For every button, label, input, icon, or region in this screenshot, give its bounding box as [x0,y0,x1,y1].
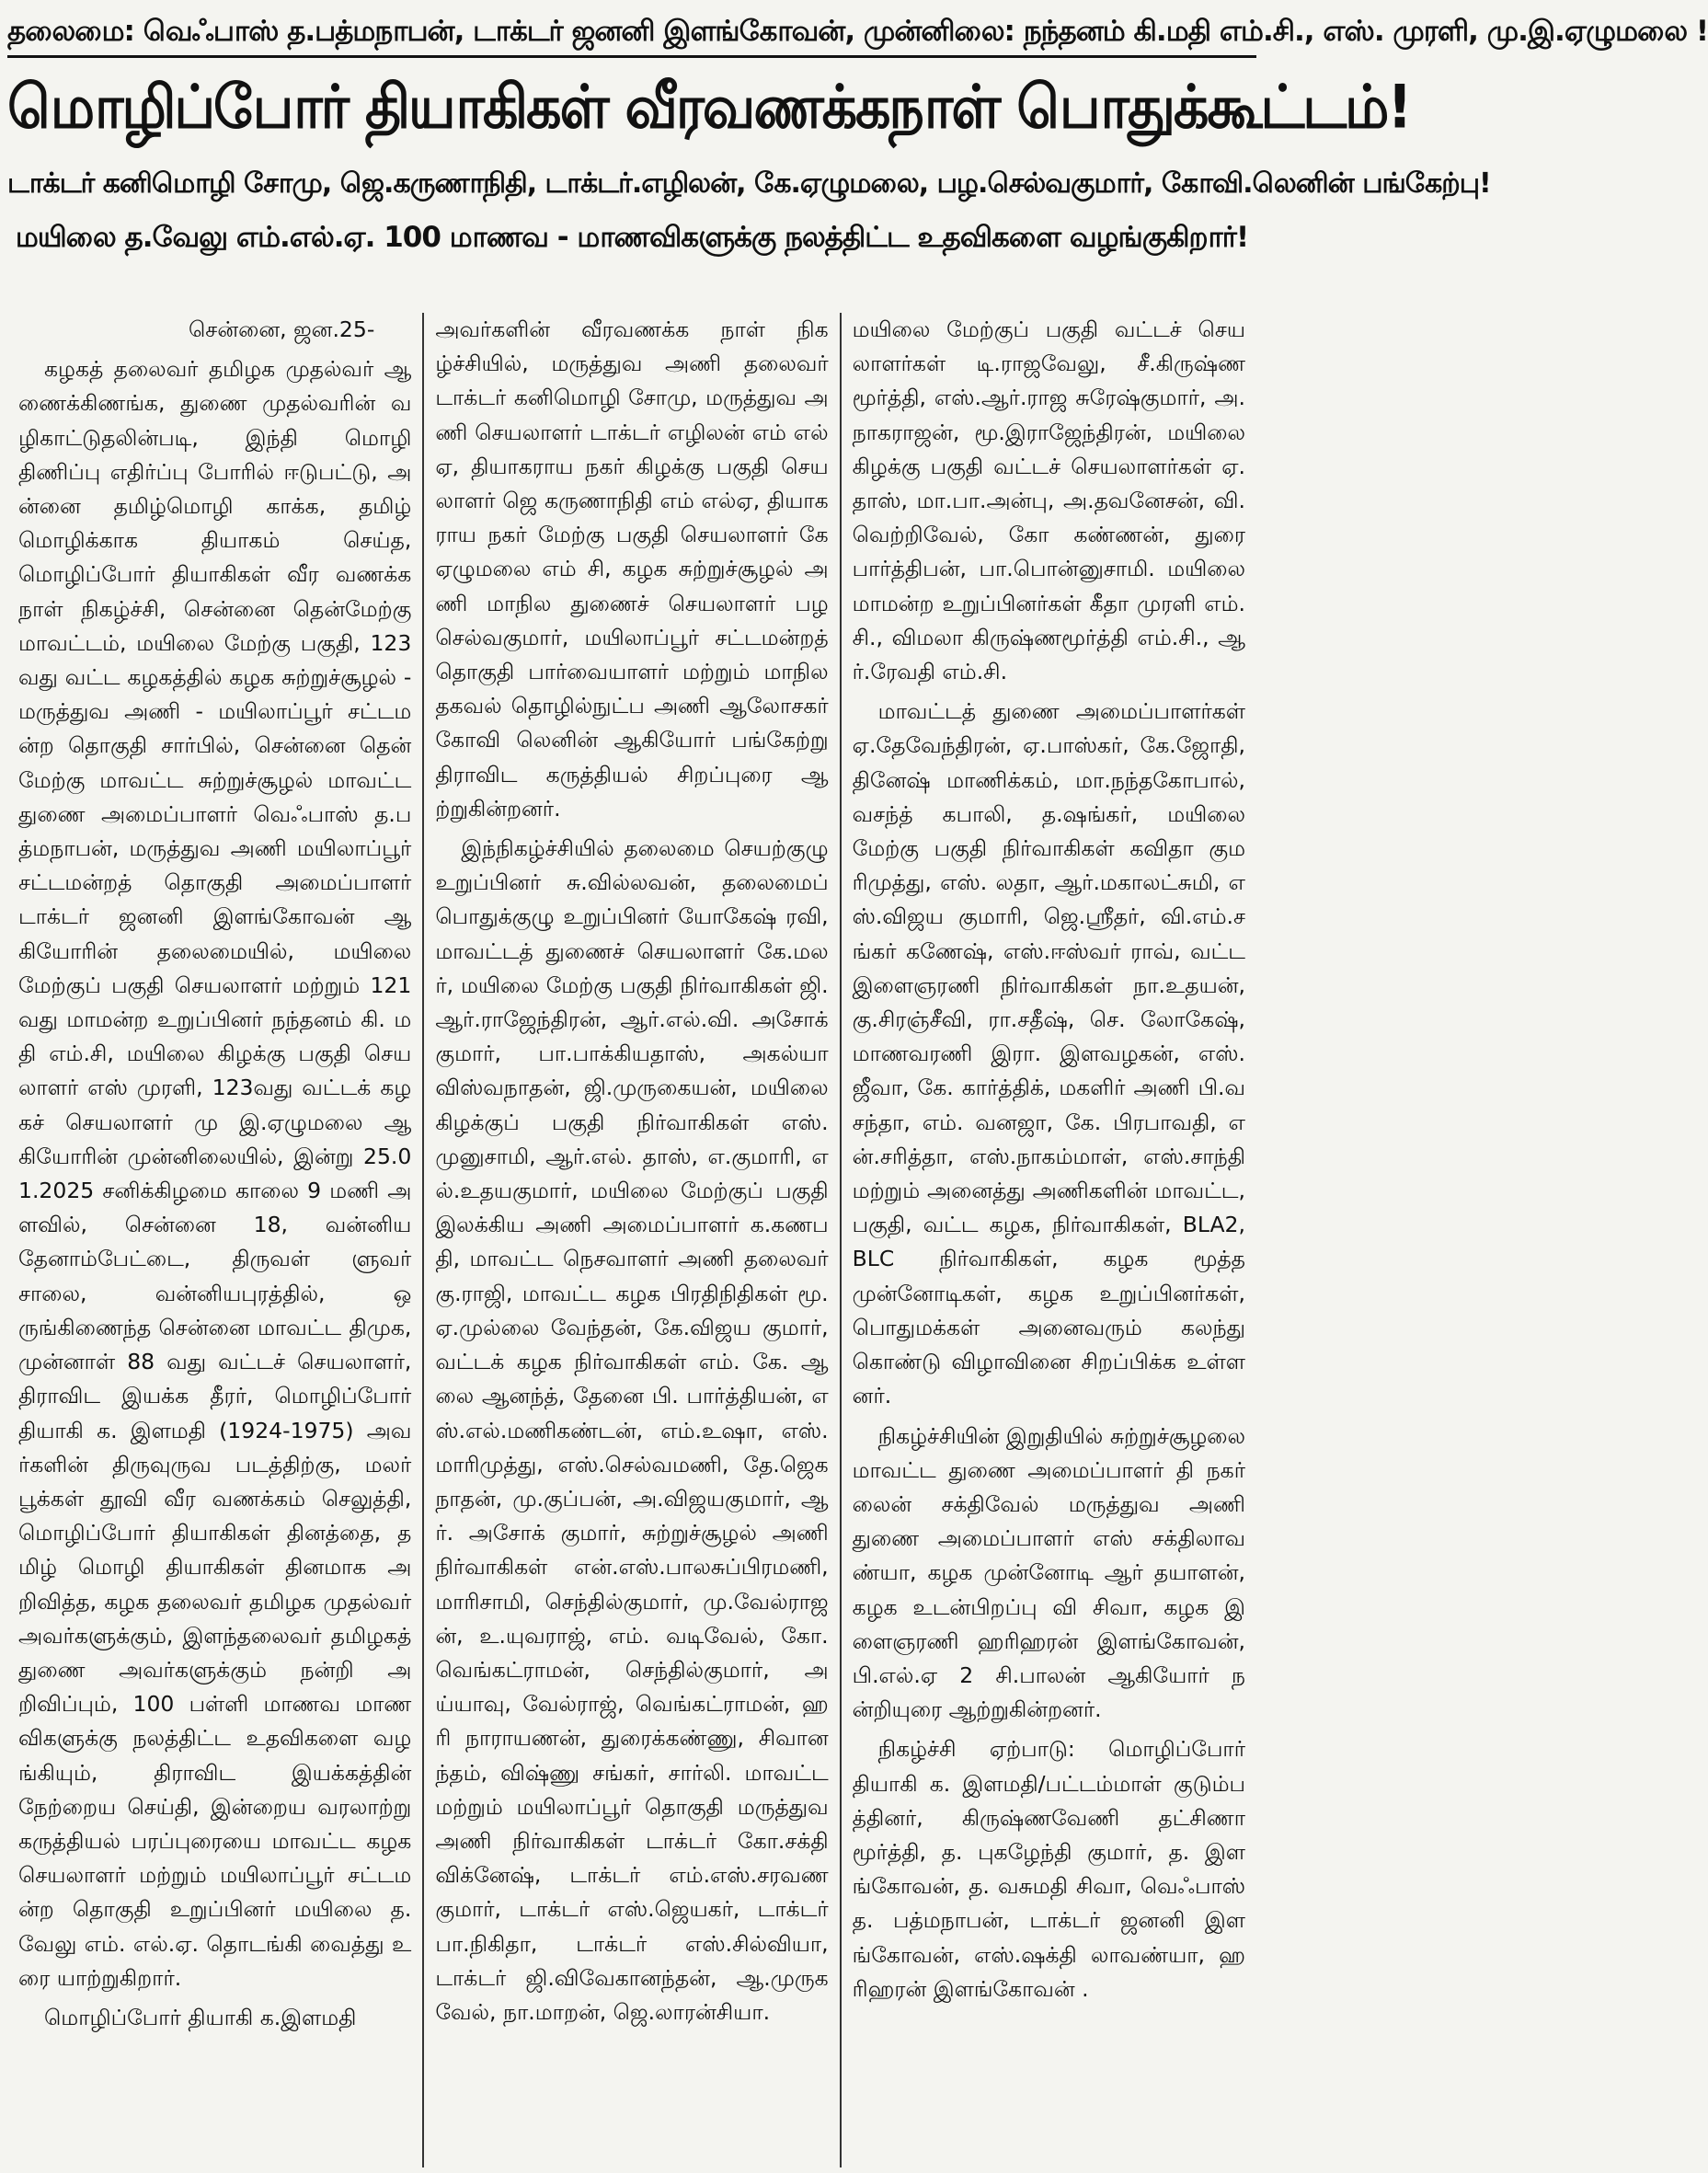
subheadline-1: டாக்டர் கனிமொழி சோமு, ஜெ.கருணாநிதி, டாக்டர்.எழிலன், கே.ஏழுமலை, பழ.செல்வகுமார், கோவி.லெனின் பங்கேற்பு! [7,167,1491,200]
paragraph: இந்நிகழ்ச்சியில் தலைமை செயற்குழு உறுப்பினர் சு.வில்லவன், தலைமைப் பொதுக்குழு உறுப்பினர் யோகேஷ் ரவி, மாவட்டத் துணைச் செயலாளர் கே.மலர், மயிலை மேற்கு பகுதி நிர்வாகிகள் ஜி.ஆர்.ராஜேந்திரன், ஆர்.எல்.வி. அசோக் குமார், பா.பாக்கியதாஸ், அகல்யா விஸ்வநாதன், ஜி.முருகையன், மயிலை கிழக்குப் பகுதி நிர்வாகிகள் எஸ்.முனுசாமி, ஆர்.எல். தாஸ், எ.குமாரி, எல்.உதயகுமார், மயிலை மேற்குப் பகுதி இலக்கிய அணி அமைப்பாளர் க.கணபதி, மாவட்ட நெசவாளர் அணி தலைவர் கு.ராஜி, மாவட்ட கழக பிரதிநிதிகள் மூ.ஏ.முல்லை வேந்தன், கே.விஜய குமார், வட்டக் கழக நிர்வாகிகள் எம். கே. ஆலை ஆனந்த், தேனை பி. பார்த்தியன், எஸ்.எல்.மணிகண்டன், எம்.உஷா, எஸ்.மாரிமுத்து, எஸ்.செல்வமணி, தே.ஜெகநாதன், மு.குப்பன், அ.விஜயகுமார், ஆர். அசோக் குமார், சுற்றுச்சூழல் அணி நிர்வாகிகள் என்.எஸ்.பாலசுப்பிரமணி, மாரிசாமி, செந்தில்குமார், மு.வேல்ராஜன், உ.யுவராஜ், எம். வடிவேல், கோ.வெங்கட்ராமன், செந்தில்குமார், அய்யாவு, வேல்ராஜ், வெங்கட்ராமன், ஹரி நாராயணன், துரைக்கண்ணு, சிவானந்தம், விஷ்ணு சங்கர், சார்லி. மாவட்ட மற்றும் மயிலாப்பூர் தொகுதி மருத்துவ அணி நிர்வாகிகள் டாக்டர் கோ.சக்தி விக்னேஷ், டாக்டர் எம்.எஸ்.சரவண குமார், டாக்டர் எஸ்.ஜெயகர், டாக்டர் பா.நிகிதா, டாக்டர் எஸ்.சில்வியா, டாக்டர் ஜி.விவேகானந்தன், ஆ.முருகவேல், நா.மாறன், ஜெ.லாரன்சியா. [435,835,829,2025]
paragraph: மொழிப்போர் தியாகி க.இளமதி [44,2004,357,2030]
dateline: சென்னை, ஜன.25- [189,316,375,342]
article-column-1 [7,313,422,2167]
paragraph: அவர்களின் வீரவணக்க நாள் நிகழ்ச்சியில், மருத்துவ அணி தலைவர் டாக்டர் கனிமொழி சோமு, மருத்துவ அணி செயலாளர் டாக்டர் எழிலன் எம் எல் ஏ, தியாகராய நகர் கிழக்கு பகுதி செயலாளர் ஜெ கருணாநிதி எம் எல்ஏ, தியாகராய நகர் மேற்கு பகுதி செயலாளர் கே ஏழுமலை எம் சி, கழக சுற்றுச்சூழல் அணி மாநில துணைச் செயலாளர் பழ செல்வகுமார், மயிலாப்பூர் சட்டமன்றத் தொகுதி பார்வையாளர் மற்றும் மாநில தகவல் தொழில்நுட்ப அணி ஆலோசகர் கோவி லெனின் ஆகியோர் பங்கேற்று திராவிட கருத்தியல் சிறப்புரை ஆற்றுகின்றனர். [435,316,829,822]
paragraph: கழகத் தலைவர் தமிழக முதல்வர் ஆணைக்கிணங்க, துணை முதல்வரின் வழிகாட்டுதலின்படி, இந்தி மொழி திணிப்பு எதிர்ப்பு போரில் ஈடுபட்டு, அன்னை தமிழ்மொழி காக்க, தமிழ் மொழிக்காக தியாகம் செய்த, மொழிப்போர் தியாகிகள் வீர வணக்க நாள் நிகழ்ச்சி, சென்னை தென்மேற்கு மாவட்டம், மயிலை மேற்கு பகுதி, 123வது வட்ட கழகத்தில் கழக சுற்றுச்சூழல் - மருத்துவ அணி - மயிலாப்பூர் சட்டமன்ற தொகுதி சார்பில், சென்னை தென் மேற்கு மாவட்ட சுற்றுச்சூழல் மாவட்ட துணை அமைப்பாளர் வெஃபாஸ் த.பத்மநாபன், மருத்துவ அணி மயிலாப்பூர் சட்டமன்றத் தொகுதி அமைப்பாளர் டாக்டர் ஜனனி இளங்கோவன் ஆகியோரின் தலைமையில், மயிலை மேற்குப் பகுதி செயலாளர் மற்றும் 121 வது மாமன்ற உறுப்பினர் நந்தனம் கி. மதி எம்.சி, மயிலை கிழக்கு பகுதி செயலாளர் எஸ் முரளி, 123வது வட்டக் கழகச் செயலாளர் மு இ.ஏழுமலை ஆகியோரின் முன்னிலையில், இன்று 25.01.2025 சனிக்கிழமை காலை 9 மணி அளவில், சென்னை 18, வன்னிய தேனாம்பேட்டை, திருவள் ளுவர் சாலை, வன்னியபுரத்தில், ஒருங்கிணைந்த சென்னை மாவட்ட திமுக, முன்னாள் 88 வது வட்டச் செயலாளர், திராவிட இயக்க தீரர், மொழிப்போர் தியாகி க. இளமதி (1924-1975) அவர்களின் திருவுருவ படத்திற்கு, மலர் பூக்கள் தூவி வீர வணக்கம் செலுத்தி, மொழிப்போர் தியாகிகள் தினத்தை, தமிழ் மொழி தியாகிகள் தினமாக அறிவித்த, கழக தலைவர் தமிழக முதல்வர் அவர்களுக்கும், இளந்தலைவர் தமிழகத் துணை அவர்களுக்கும் நன்றி அறிவிப்பும், 100 பள்ளி மாணவ மாணவிகளுக்கு நலத்திட்ட உதவிகளை வழங்கியும், திராவிட இயக்கத்தின் நேற்றைய செய்தி, இன்றைய வரலாற்று கருத்தியல் பரப்புரையை மாவட்ட கழக செயலாளர் மற்றும் மயிலாப்பூர் சட்டமன்ற தொகுதி உறுப்பினர் மயிலை த. வேலு எம். எல்.ஏ. தொடங்கி வைத்து உரை யாற்றுகிறார். [18,356,412,1991]
paragraph: நிகழ்ச்சி ஏற்பாடு: மொழிப்போர் தியாகி க. இளமதி/பட்டம்மாள் குடும்பத்தினர், கிருஷ்ணவேணி தட்சிணா மூர்த்தி, த. புகழேந்தி குமார், த. இளங்கோவன், த. வசுமதி சிவா, வெஃபாஸ் த. பத்மநாபன், டாக்டர் ஜனனி இளங்கோவன், எஸ்.ஷக்தி லாவண்யா, ஹரிஹரன் இளங்கோவன் . [852,1736,1245,2002]
article-column-2 [422,313,839,2167]
byline-strip: தலைமை: வெஃபாஸ் த.பத்மநாபன், டாக்டர் ஜனனி இளங்கோவன், முன்னிலை: நந்தனம் கி.மதி எம்.சி., எஸ். முரளி, மு.இ.ஏழுமலை ! [7,15,1708,48]
paragraph: நிகழ்ச்சியின் இறுதியில் சுற்றுச்சூழலை மாவட்ட துணை அமைப்பாளர் தி நகர் லைன் சக்திவேல் மருத்துவ அணி துணை அமைப்பாளர் எஸ் சக்திலாவண்யா, கழக முன்னோடி ஆர் தயாளன், கழக உடன்பிறப்பு வி சிவா, கழக இளைஞரணி ஹரிஹரன் இளங்கோவன், பி.எல்.ஏ 2 சி.பாலன் ஆகியோர் நன்றியுரை ஆற்றுகின்றனர். [852,1422,1245,1723]
subheadline-2: மயிலை த.வேலு எம்.எல்.ஏ. 100 மாணவ - மாணவிகளுக்கு நலத்திட்ட உதவிகளை வழங்குகிறார்! [15,221,1249,254]
headline: மொழிப்போர் தியாகிகள் வீரவணக்கநாள் பொதுக்கூட்டம்! [7,73,1411,143]
paragraph: மயிலை மேற்குப் பகுதி வட்டச் செயலாளர்கள் டி.ராஜவேலு, சீ.கிருஷ்ணமூர்த்தி, எஸ்.ஆர்.ராஜ சுரேஷ்குமார், அ.நாகராஜன், மூ.இராஜேந்திரன், மயிலை கிழக்கு பகுதி வட்டச் செயலாளர்கள் ஏ.தாஸ், மா.பா.அன்பு, அ.தவனேசன், வி.வெற்றிவேல், கோ கண்ணன், துரை பார்த்திபன், பா.பொன்னுசாமி. மயிலை மாமன்ற உறுப்பினர்கள் கீதா முரளி எம்.சி., விமலா கிருஷ்ணமூர்த்தி எம்.சி., ஆர்.ரேவதி எம்.சி. [852,316,1245,685]
paragraph: மாவட்டத் துணை அமைப்பாளர்கள் ஏ.தேவேந்திரன், ஏ.பாஸ்கர், கே.ஜோதி, தினேஷ் மாணிக்கம், மா.நந்தகோபால், வசந்த் கபாலி, த.ஷங்கர், மயிலை மேற்கு பகுதி நிர்வாகிகள் கவிதா குமரிமுத்து, எஸ். லதா, ஆர்.மகாலட்சுமி, எஸ்.விஜய குமாரி, ஜெ.ஸ்ரீதர், வி.எம்.சங்கர் கணேஷ், எஸ்.ஈஸ்வர் ராவ், வட்ட இளைஞரணி நிர்வாகிகள் நா.உதயன், கு.சிரஞ்சீவி, ரா.சதீஷ், செ. லோகேஷ், மாணவரணி இரா. இளவழகன், எஸ்.ஜீவா, கே. கார்த்திக், மகளிர் அணி பி.வசந்தா, எம். வனஜா, கே. பிரபாவதி, என்.சரித்தா, எஸ்.நாகம்மாள், எஸ்.சாந்தி மற்றும் அனைத்து அணிகளின் மாவட்ட, பகுதி, வட்ட கழக, நிர்வாகிகள், BLA2, BLC நிர்வாகிகள், கழக மூத்த முன்னோடிகள், கழக உறுப்பினர்கள், பொதுமக்கள் அனைவரும் கலந்து கொண்டு விழாவினை சிறப்பிக்க உள்ளனர். [852,698,1245,1409]
article-body [7,313,1256,2167]
article-column-3 [840,313,1256,2167]
